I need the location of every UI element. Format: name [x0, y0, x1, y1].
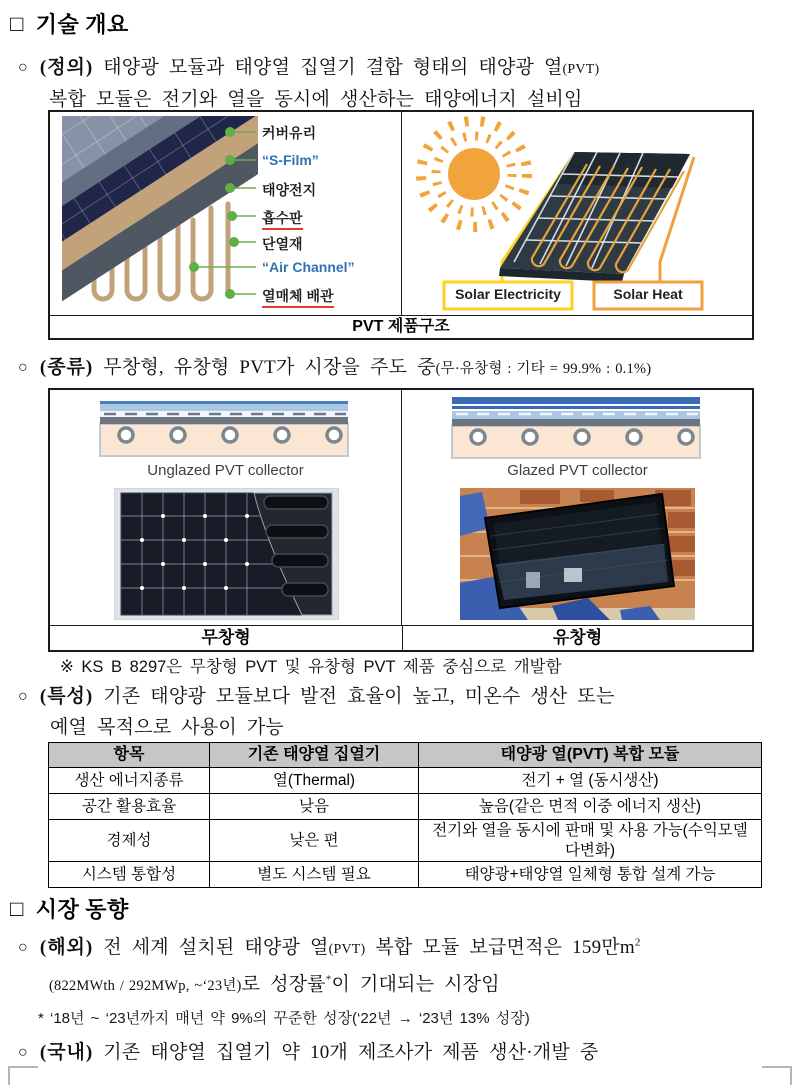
- types-paren: (무·유창형 : 기타 = 99.9% : 0.1%): [435, 361, 652, 377]
- definition-line1: [18, 52, 599, 79]
- overseas-label: (해외): [39, 937, 94, 958]
- table-cell: 높음(같은 면적 이중 에너지 생산): [419, 794, 762, 820]
- features-line2: [50, 712, 284, 739]
- overseas-line1a: 전 세계 설치된 태양광 열: [103, 937, 329, 958]
- layer-label-solar-cell: 태양전지: [262, 182, 317, 198]
- unglazed-column: [50, 390, 402, 625]
- layer-label-cover-glass: 커버유리: [262, 125, 317, 141]
- definition-line2: [49, 84, 583, 111]
- table-cell: 공간 활용효율: [49, 794, 210, 820]
- overseas-line1: [18, 932, 641, 959]
- growth-footnote: * ‘18년 ~ ‘23년까지 매년 약 9%의 꾸준한 성장(‘22년 → ‘23년 13% 성장): [38, 1010, 530, 1027]
- features-line1: [18, 681, 615, 708]
- overseas-line2b: 로 성장률: [241, 974, 326, 995]
- figure-pvt-layer-cell: [50, 112, 402, 315]
- comparison-table: [48, 742, 762, 888]
- ks-note: ※ KS B 8297은 무창형 PVT 및 유창형 PVT 제품 중심으로 개발함: [60, 658, 562, 676]
- figure1-caption: PVT 제품구조: [50, 315, 752, 338]
- definition-line2-text: 복합 모듈은 전기와 열을 동시에 생산하는 태양에너지 설비임: [49, 89, 583, 110]
- table-cell: 낮음: [210, 794, 419, 820]
- table-row: [49, 794, 762, 820]
- circle-bullet-icon: ○: [18, 1044, 28, 1061]
- table-cell: 열(Thermal): [210, 768, 419, 794]
- table-header-pvt: 태양광 열(PVT) 복합 모듈: [419, 743, 762, 768]
- unglazed-photo: [114, 488, 339, 620]
- layer-label-air-channel: “Air Channel”: [262, 259, 355, 275]
- table-cell: 낮은 편: [210, 820, 419, 862]
- caption-glazed: 유창형: [552, 628, 603, 647]
- section-title-tech-text: 기술 개요: [35, 12, 129, 37]
- layer-label-absorber: 흡수판: [262, 208, 303, 230]
- glazed-cross-section: [448, 395, 708, 462]
- cutoff-table-corner-left: [8, 1066, 38, 1085]
- layer-label-insulation: 단열재: [262, 236, 303, 252]
- overseas-paren: (822MWth / 292MWp, ~‘23년): [49, 978, 242, 994]
- figure-pvt-structure: [48, 110, 754, 340]
- table-cell: 시스템 통합성: [49, 862, 210, 888]
- pvt-layer-diagram: [50, 112, 401, 315]
- features-label: (특성): [39, 686, 94, 707]
- cutoff-table-corner-right: [762, 1066, 792, 1085]
- section-title-market-text: 시장 동향: [35, 897, 129, 922]
- circle-bullet-icon: ○: [18, 59, 28, 76]
- solar-electricity-label: Solar Electricity: [455, 286, 561, 302]
- definition-line1-text: 태양광 모듈과 태양열 집열기 결합 형태의 태양광 열: [103, 57, 563, 78]
- pvt-energy-illustration: [402, 112, 752, 315]
- square-bullet-icon: □: [10, 11, 24, 36]
- table-row: [49, 768, 762, 794]
- section-title-market: [10, 893, 129, 924]
- sun-icon: [421, 121, 527, 227]
- table-header-item: 항목: [49, 743, 210, 768]
- table-cell: 전기 + 열 (동시생산): [419, 768, 762, 794]
- overseas-star: *: [325, 973, 332, 986]
- table-cell: 전기와 열을 동시에 판매 및 사용 가능(수익모델 다변화): [419, 820, 762, 862]
- circle-bullet-icon: ○: [18, 939, 28, 956]
- overseas-sup2: 2: [634, 936, 641, 949]
- figure2-caption-row: [50, 625, 752, 650]
- figure-pvt-energy-cell: [402, 112, 752, 315]
- section-title-tech: [10, 8, 129, 39]
- layer-label-heat-pipe: 열매체 배관: [262, 286, 334, 308]
- table-cell: 생산 에너지종류: [49, 768, 210, 794]
- types-label: (종류): [39, 357, 94, 378]
- square-bullet-icon: □: [10, 896, 24, 921]
- table-cell: 태양광+태양열 일체형 통합 설계 가능: [419, 862, 762, 888]
- types-text: 무창형, 유창형 PVT가 시장을 주도 중: [103, 357, 436, 378]
- caption-unglazed: 무창형: [50, 626, 403, 650]
- definition-pvt: (PVT): [562, 62, 600, 77]
- domestic-line: [18, 1037, 598, 1064]
- circle-bullet-icon: ○: [18, 688, 28, 705]
- figure-pvt-types: [48, 388, 754, 652]
- table-header-row: [49, 743, 762, 768]
- features-line1-text: 기존 태양광 모듈보다 발전 효율이 높고, 미온수 생산 또는: [103, 686, 615, 707]
- table-cell: 경제성: [49, 820, 210, 862]
- table-row: [49, 820, 762, 862]
- features-line2-text: 예열 목적으로 사용이 가능: [50, 717, 284, 738]
- overseas-line1b: 복합 모듈 보급면적은 159만m: [375, 937, 635, 958]
- overseas-line2: [49, 969, 500, 996]
- solar-heat-label: Solar Heat: [613, 286, 683, 302]
- unglazed-cross-section: [96, 398, 356, 462]
- domestic-text: 기존 태양열 집열기 약 10개 제조사가 제품 생산·개발 중: [103, 1042, 599, 1063]
- unglazed-label: Unglazed PVT collector: [147, 462, 304, 479]
- overseas-pvt: (PVT): [328, 942, 366, 957]
- domestic-label: (국내): [39, 1042, 94, 1063]
- layer-label-s-film: “S-Film”: [262, 152, 319, 168]
- glazed-photo: [460, 488, 695, 620]
- types-line: [18, 352, 651, 379]
- table-row: [49, 862, 762, 888]
- table-header-existing: 기존 태양열 집열기: [210, 743, 419, 768]
- overseas-line2c: 이 기대되는 시장임: [331, 974, 500, 995]
- glazed-column: [402, 390, 753, 625]
- definition-label: (정의): [39, 57, 94, 78]
- circle-bullet-icon: ○: [18, 359, 28, 376]
- glazed-label: Glazed PVT collector: [507, 462, 648, 479]
- table-cell: 별도 시스템 필요: [210, 862, 419, 888]
